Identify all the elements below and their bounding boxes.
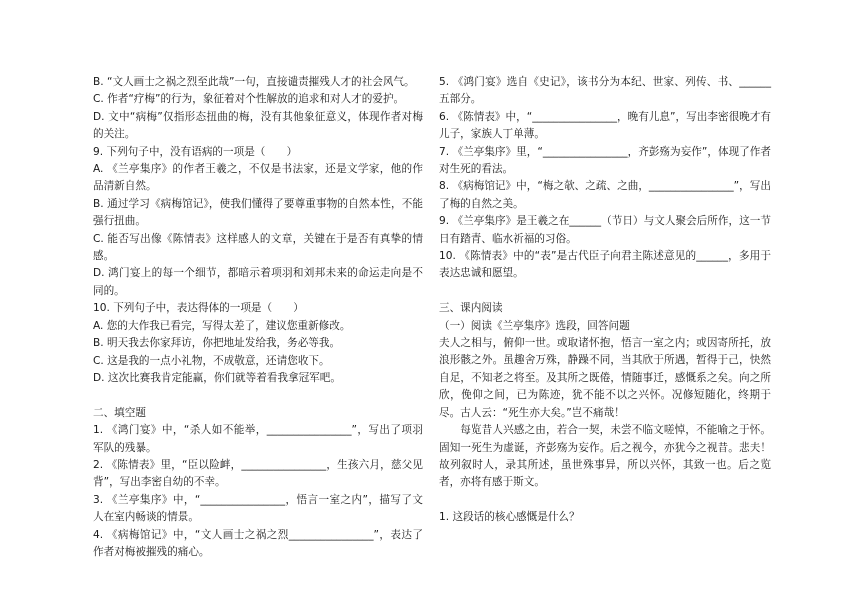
fill-item-4: 4. 《病梅馆记》中，“文人画士之祸之烈________________”，表达了作者对梅被摧残的痛心。 <box>93 528 423 558</box>
fill-item-2: 2. 《陈情表》里，“臣以险衅，________________，生孩六月，慈父见背”，写出李密自幼的不幸。 <box>93 458 423 489</box>
question-9: 9. 下列句子中，没有语病的一项是（ ） <box>93 145 298 158</box>
section-title-reading: 三、课内阅读 <box>439 302 503 315</box>
option-d-q8: D. 文中“病梅”仅指形态扭曲的梅，没有其他象征意义，体现作者对梅的关注。 <box>93 110 423 141</box>
option-a-q9: A. 《兰亭集序》的作者王羲之，不仅是书法家，还是文学家，他的作品清新自然。 <box>93 163 423 193</box>
option-c-q9: C. 能否写出像《陈情表》这样感人的文章，关键在于是否有真挚的情感。 <box>93 232 423 263</box>
passage-paragraph-1: 夫人之相与，俯仰一世。或取诸怀抱，悟言一室之内；或因寄所托，放浪形骸之外。虽趣舍万殊，静躁不同，当其欣于所遇，暂得于己，快然自足，不知老之将至。及其所之既倦，情随事迁，感慨系之矣。向之所欣，俛仰之间，已为陈迹，犹不能不以之兴怀。况修短随化，终期于尽。古人云：“死生亦大矣。”岂不痛哉！ <box>439 337 771 419</box>
option-b-q10: B. 明天我去你家拜访，你把地址发给我，务必等我。 <box>93 337 341 350</box>
fill-item-9: 9. 《兰亭集序》是王羲之在______（节日）与文人聚会后所作，这一节日有踏青、临水祈福的习俗。 <box>439 215 771 245</box>
passage-paragraph-2: 每览昔人兴感之由，若合一契，未尝不临文嗟悼，不能喻之于怀。固知一死生为虚诞，齐彭殇为妄作。后之视今，亦犹今之视昔。悲夫！故列叙时人，录其所述，虽世殊事异，所以兴怀，其致一也。后之览者，亦将有感于斯文。 <box>439 424 771 489</box>
option-b-q8: B. “文人画士之祸之烈至此哉”一句，直接谴责摧残人才的社会风气。 <box>93 76 415 88</box>
section-title-fill-in: 二、填空题 <box>93 406 146 419</box>
left-column <box>93 74 423 561</box>
question-10: 10. 下列句子中，表达得体的一项是（ ） <box>93 302 304 315</box>
fill-item-10: 10. 《陈情表》中的“表”是古代臣子向君主陈述意见的______，多用于表达忠诚和愿望。 <box>439 250 771 280</box>
option-d-q10: D. 这次比赛我肯定能赢，你们就等着看我拿冠军吧。 <box>93 371 341 384</box>
reading-question-1: 1. 这段话的核心感慨是什么？ <box>439 511 580 524</box>
fill-item-5: 5. 《鸿门宴》选自《史记》，该书分为本纪、世家、列传、书、______五部分。 <box>439 76 771 106</box>
option-c-q10: C. 这是我的一点小礼物，不成敬意，还请您收下。 <box>93 354 330 367</box>
fill-item-6: 6. 《陈情表》中，“________________，晚有儿息”，写出李密很晚才有儿子，家族人丁单薄。 <box>439 110 771 141</box>
fill-item-1: 1. 《鸿门宴》中，“杀人如不能举，________________”，写出了项羽军队的残暴。 <box>93 424 423 454</box>
option-b-q9: B. 通过学习《病梅馆记》，使我们懂得了要尊重事物的自然本性，不能强行扭曲。 <box>93 197 423 228</box>
option-c-q8: C. 作者“疗梅”的行为，象征着对个性解放的追求和对人才的爱护。 <box>93 93 405 106</box>
fill-item-7: 7. 《兰亭集序》里，“________________，齐彭殇为妄作”，体现了作者对生死的看法。 <box>439 145 771 176</box>
option-a-q10: A. 您的大作我已看完，写得太差了，建议您重新修改。 <box>93 319 351 332</box>
fill-item-3: 3. 《兰亭集序》中，“________________，悟言一室之内”，描写了文人在室内畅谈的情景。 <box>93 493 423 524</box>
right-column <box>439 74 771 527</box>
fill-item-8: 8. 《病梅馆记》中，“梅之欹、之疏、之曲，________________”，写出了梅的自然之美。 <box>439 180 771 210</box>
reading-title: （一）阅读《兰亭集序》选段，回答问题 <box>439 319 630 332</box>
option-d-q9: D. 鸿门宴上的每一个细节，都暗示着项羽和刘邦未来的命运走向是不同的。 <box>93 267 423 297</box>
